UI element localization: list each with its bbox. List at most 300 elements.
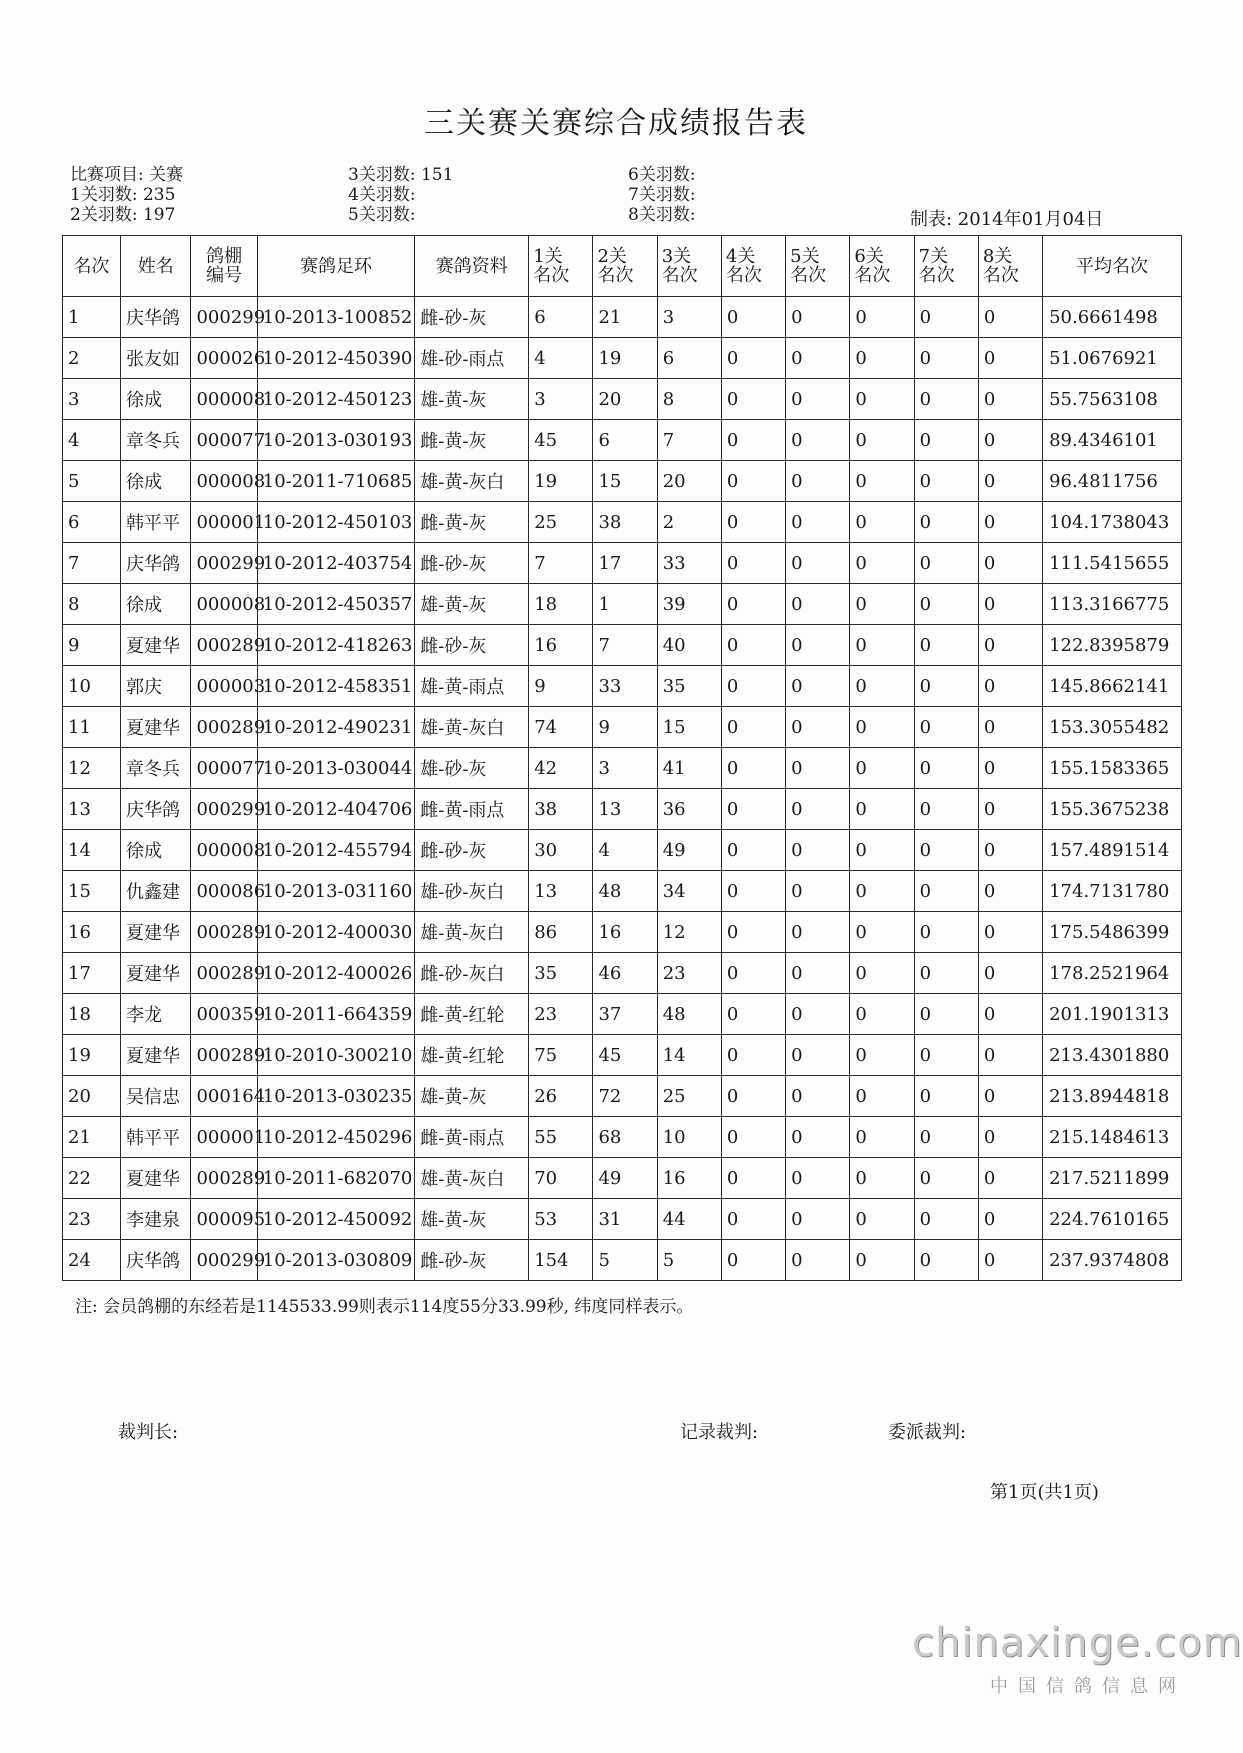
table-row (63, 666, 1182, 707)
cell-round7: 0 (914, 994, 978, 1035)
cell-average: 96.4811756 (1043, 461, 1182, 502)
cell-name: 夏建华 (121, 912, 191, 953)
cell-round4: 0 (721, 502, 785, 543)
table-row (63, 1076, 1182, 1117)
header-average: 平均名次 (1043, 236, 1182, 297)
cell-loft: 000077 (191, 420, 257, 461)
cell-round7: 0 (914, 748, 978, 789)
round7-count: 7关羽数: (628, 185, 696, 205)
cell-loft: 000001 (191, 502, 257, 543)
cell-round5: 0 (786, 461, 850, 502)
cell-round6: 0 (850, 502, 914, 543)
table-row (63, 1035, 1182, 1076)
cell-name: 庆华鸽 (121, 789, 191, 830)
cell-info: 雄-黄-灰 (415, 1199, 529, 1240)
cell-round3: 48 (657, 994, 721, 1035)
cell-ring: 10-2012-490231 (257, 707, 414, 748)
cell-round2: 37 (593, 994, 657, 1035)
cell-round3: 39 (657, 584, 721, 625)
cell-round7: 0 (914, 1076, 978, 1117)
cell-round4: 0 (721, 666, 785, 707)
cell-round4: 0 (721, 1158, 785, 1199)
cell-loft: 000008 (191, 584, 257, 625)
cell-round3: 41 (657, 748, 721, 789)
header-ring: 赛鸽足环 (257, 236, 414, 297)
cell-round8: 0 (978, 502, 1042, 543)
cell-round4: 0 (721, 420, 785, 461)
cell-round3: 44 (657, 1199, 721, 1240)
cell-rank: 12 (63, 748, 121, 789)
cell-round6: 0 (850, 871, 914, 912)
cell-round6: 0 (850, 1035, 914, 1076)
table-row (63, 994, 1182, 1035)
cell-info: 雌-砂-灰 (415, 1240, 529, 1281)
cell-average: 213.8944818 (1043, 1076, 1182, 1117)
cell-round6: 0 (850, 625, 914, 666)
cell-average: 55.7563108 (1043, 379, 1182, 420)
cell-rank: 9 (63, 625, 121, 666)
cell-average: 111.5415655 (1043, 543, 1182, 584)
cell-round5: 0 (786, 1240, 850, 1281)
cell-round3: 33 (657, 543, 721, 584)
cell-round7: 0 (914, 379, 978, 420)
cell-round1: 13 (529, 871, 593, 912)
cell-loft: 000086 (191, 871, 257, 912)
cell-round2: 21 (593, 297, 657, 338)
table-header-row (63, 236, 1182, 297)
cell-rank: 15 (63, 871, 121, 912)
cell-round6: 0 (850, 748, 914, 789)
cell-rank: 11 (63, 707, 121, 748)
cell-round5: 0 (786, 748, 850, 789)
cell-round5: 0 (786, 953, 850, 994)
cell-round2: 31 (593, 1199, 657, 1240)
cell-name: 庆华鸽 (121, 543, 191, 584)
cell-rank: 14 (63, 830, 121, 871)
cell-ring: 10-2012-458351 (257, 666, 414, 707)
header-loft: 鸽棚 编号 (191, 236, 257, 297)
cell-round1: 154 (529, 1240, 593, 1281)
cell-round7: 0 (914, 1158, 978, 1199)
header-round7: 7关 名次 (914, 236, 978, 297)
table-row (63, 707, 1182, 748)
cell-info: 雄-黄-灰白 (415, 707, 529, 748)
cell-round3: 10 (657, 1117, 721, 1158)
cell-round3: 3 (657, 297, 721, 338)
round2-count: 2关羽数: 197 (70, 205, 176, 225)
cell-info: 雌-黄-红轮 (415, 994, 529, 1035)
table-row (63, 420, 1182, 461)
cell-round6: 0 (850, 953, 914, 994)
cell-round4: 0 (721, 871, 785, 912)
cell-loft: 000026 (191, 338, 257, 379)
header-round1: 1关 名次 (529, 236, 593, 297)
cell-round7: 0 (914, 1199, 978, 1240)
cell-round1: 42 (529, 748, 593, 789)
cell-rank: 3 (63, 379, 121, 420)
cell-average: 213.4301880 (1043, 1035, 1182, 1076)
cell-round5: 0 (786, 297, 850, 338)
cell-rank: 13 (63, 789, 121, 830)
cell-round5: 0 (786, 1076, 850, 1117)
cell-round4: 0 (721, 1240, 785, 1281)
cell-round5: 0 (786, 1117, 850, 1158)
cell-info: 雄-黄-灰 (415, 1076, 529, 1117)
cell-round6: 0 (850, 912, 914, 953)
cell-name: 夏建华 (121, 1035, 191, 1076)
cell-loft: 000164 (191, 1076, 257, 1117)
cell-round7: 0 (914, 871, 978, 912)
cell-ring: 10-2012-404706 (257, 789, 414, 830)
table-row (63, 379, 1182, 420)
table-row (63, 1158, 1182, 1199)
cell-round8: 0 (978, 707, 1042, 748)
cell-info: 雌-砂-灰白 (415, 953, 529, 994)
cell-round4: 0 (721, 379, 785, 420)
cell-name: 夏建华 (121, 953, 191, 994)
round6-count: 6关羽数: (628, 165, 696, 185)
cell-round5: 0 (786, 379, 850, 420)
cell-round1: 45 (529, 420, 593, 461)
cell-round8: 0 (978, 830, 1042, 871)
cell-round1: 7 (529, 543, 593, 584)
cell-average: 217.5211899 (1043, 1158, 1182, 1199)
cell-round3: 12 (657, 912, 721, 953)
cell-round4: 0 (721, 297, 785, 338)
cell-round2: 7 (593, 625, 657, 666)
cell-round2: 49 (593, 1158, 657, 1199)
table-row (63, 1117, 1182, 1158)
cell-average: 153.3055482 (1043, 707, 1182, 748)
cell-average: 155.3675238 (1043, 789, 1182, 830)
cell-round2: 72 (593, 1076, 657, 1117)
cell-average: 145.8662141 (1043, 666, 1182, 707)
header-name: 姓名 (121, 236, 191, 297)
cell-round5: 0 (786, 1035, 850, 1076)
round5-count: 5关羽数: (348, 205, 416, 225)
cell-ring: 10-2012-450123 (257, 379, 414, 420)
cell-round7: 0 (914, 789, 978, 830)
cell-loft: 000289 (191, 1158, 257, 1199)
cell-round1: 75 (529, 1035, 593, 1076)
cell-ring: 10-2012-403754 (257, 543, 414, 584)
cell-round3: 7 (657, 420, 721, 461)
table-row (63, 338, 1182, 379)
cell-round2: 48 (593, 871, 657, 912)
table-row (63, 748, 1182, 789)
cell-round6: 0 (850, 666, 914, 707)
watermark-logo: chinaxinge.com (912, 1620, 1243, 1666)
cell-round7: 0 (914, 625, 978, 666)
cell-round8: 0 (978, 1199, 1042, 1240)
cell-round6: 0 (850, 1240, 914, 1281)
cell-info: 雄-黄-灰 (415, 379, 529, 420)
cell-ring: 10-2012-400030 (257, 912, 414, 953)
page-number: 第1页(共1页) (990, 1482, 1099, 1503)
cell-rank: 5 (63, 461, 121, 502)
cell-round1: 6 (529, 297, 593, 338)
cell-round3: 8 (657, 379, 721, 420)
cell-ring: 10-2012-450296 (257, 1117, 414, 1158)
cell-round8: 0 (978, 953, 1042, 994)
cell-average: 215.1484613 (1043, 1117, 1182, 1158)
cell-info: 雄-黄-灰 (415, 584, 529, 625)
cell-ring: 10-2011-710685 (257, 461, 414, 502)
cell-info: 雌-黄-灰 (415, 420, 529, 461)
cell-rank: 7 (63, 543, 121, 584)
cell-round1: 35 (529, 953, 593, 994)
cell-round3: 23 (657, 953, 721, 994)
cell-rank: 2 (63, 338, 121, 379)
cell-round4: 0 (721, 543, 785, 584)
cell-round2: 9 (593, 707, 657, 748)
cell-average: 50.6661498 (1043, 297, 1182, 338)
round8-count: 8关羽数: (628, 205, 696, 225)
cell-round3: 40 (657, 625, 721, 666)
cell-ring: 10-2012-450357 (257, 584, 414, 625)
cell-round3: 14 (657, 1035, 721, 1076)
cell-round7: 0 (914, 1117, 978, 1158)
cell-average: 89.4346101 (1043, 420, 1182, 461)
cell-info: 雌-砂-灰 (415, 297, 529, 338)
cell-info: 雄-砂-灰白 (415, 871, 529, 912)
cell-name: 吴信忠 (121, 1076, 191, 1117)
cell-name: 李龙 (121, 994, 191, 1035)
cell-round1: 4 (529, 338, 593, 379)
cell-round5: 0 (786, 666, 850, 707)
cell-rank: 16 (63, 912, 121, 953)
cell-loft: 000008 (191, 461, 257, 502)
round1-count: 1关羽数: 235 (70, 185, 176, 205)
cell-round4: 0 (721, 748, 785, 789)
cell-name: 张友如 (121, 338, 191, 379)
table-row (63, 502, 1182, 543)
cell-round3: 35 (657, 666, 721, 707)
cell-name: 韩平平 (121, 1117, 191, 1158)
cell-round5: 0 (786, 912, 850, 953)
cell-round4: 0 (721, 1117, 785, 1158)
cell-ring: 10-2011-664359 (257, 994, 414, 1035)
cell-ring: 10-2012-450103 (257, 502, 414, 543)
table-row (63, 1199, 1182, 1240)
cell-round2: 46 (593, 953, 657, 994)
chief-judge-signature: 裁判长: (118, 1422, 179, 1443)
cell-round7: 0 (914, 830, 978, 871)
cell-rank: 22 (63, 1158, 121, 1199)
cell-loft: 000003 (191, 666, 257, 707)
cell-round2: 6 (593, 420, 657, 461)
round4-count: 4关羽数: (348, 185, 416, 205)
cell-loft: 000299 (191, 543, 257, 584)
cell-name: 韩平平 (121, 502, 191, 543)
cell-info: 雄-黄-灰白 (415, 1158, 529, 1199)
cell-round3: 49 (657, 830, 721, 871)
cell-loft: 000289 (191, 1035, 257, 1076)
cell-loft: 000299 (191, 1240, 257, 1281)
cell-info: 雌-黄-灰 (415, 502, 529, 543)
cell-round3: 36 (657, 789, 721, 830)
made-date: 制表: 2014年01月04日 (910, 209, 1104, 230)
cell-rank: 8 (63, 584, 121, 625)
cell-round8: 0 (978, 1158, 1042, 1199)
cell-round8: 0 (978, 297, 1042, 338)
cell-loft: 000289 (191, 953, 257, 994)
cell-round7: 0 (914, 666, 978, 707)
cell-round2: 1 (593, 584, 657, 625)
cell-rank: 19 (63, 1035, 121, 1076)
cell-info: 雄-黄-红轮 (415, 1035, 529, 1076)
cell-round5: 0 (786, 584, 850, 625)
appointed-judge-signature: 委派裁判: (888, 1422, 967, 1443)
cell-name: 郭庆 (121, 666, 191, 707)
cell-round8: 0 (978, 748, 1042, 789)
cell-round7: 0 (914, 1035, 978, 1076)
cell-round1: 9 (529, 666, 593, 707)
cell-loft: 000008 (191, 379, 257, 420)
cell-round7: 0 (914, 584, 978, 625)
cell-round8: 0 (978, 543, 1042, 584)
cell-round1: 53 (529, 1199, 593, 1240)
cell-round5: 0 (786, 338, 850, 379)
cell-round3: 5 (657, 1240, 721, 1281)
cell-round3: 34 (657, 871, 721, 912)
cell-round5: 0 (786, 420, 850, 461)
cell-round6: 0 (850, 297, 914, 338)
table-row (63, 953, 1182, 994)
cell-round8: 0 (978, 461, 1042, 502)
cell-round1: 86 (529, 912, 593, 953)
cell-round2: 38 (593, 502, 657, 543)
cell-round1: 30 (529, 830, 593, 871)
cell-round7: 0 (914, 297, 978, 338)
cell-round8: 0 (978, 871, 1042, 912)
cell-rank: 20 (63, 1076, 121, 1117)
cell-round5: 0 (786, 1199, 850, 1240)
meta-column-2 (348, 165, 453, 225)
cell-average: 113.3166775 (1043, 584, 1182, 625)
cell-round4: 0 (721, 625, 785, 666)
cell-round6: 0 (850, 379, 914, 420)
cell-ring: 10-2012-418263 (257, 625, 414, 666)
cell-average: 104.1738043 (1043, 502, 1182, 543)
cell-round2: 16 (593, 912, 657, 953)
cell-round6: 0 (850, 1199, 914, 1240)
cell-ring: 10-2013-100852 (257, 297, 414, 338)
cell-info: 雌-砂-灰 (415, 543, 529, 584)
event-label: 比赛项目: 关赛 (70, 165, 184, 185)
cell-round2: 20 (593, 379, 657, 420)
cell-round6: 0 (850, 830, 914, 871)
cell-round6: 0 (850, 461, 914, 502)
cell-average: 51.0676921 (1043, 338, 1182, 379)
cell-round5: 0 (786, 707, 850, 748)
cell-round7: 0 (914, 338, 978, 379)
cell-round5: 0 (786, 789, 850, 830)
cell-round3: 6 (657, 338, 721, 379)
cell-rank: 23 (63, 1199, 121, 1240)
header-round2: 2关 名次 (593, 236, 657, 297)
cell-round4: 0 (721, 953, 785, 994)
cell-round1: 3 (529, 379, 593, 420)
cell-average: 201.1901313 (1043, 994, 1182, 1035)
cell-name: 夏建华 (121, 707, 191, 748)
cell-round5: 0 (786, 502, 850, 543)
cell-round3: 2 (657, 502, 721, 543)
header-rank: 名次 (63, 236, 121, 297)
cell-loft: 000289 (191, 625, 257, 666)
cell-round8: 0 (978, 625, 1042, 666)
cell-round7: 0 (914, 543, 978, 584)
cell-round8: 0 (978, 789, 1042, 830)
cell-round1: 25 (529, 502, 593, 543)
cell-round7: 0 (914, 420, 978, 461)
cell-round2: 19 (593, 338, 657, 379)
cell-ring: 10-2012-450390 (257, 338, 414, 379)
footnote: 注: 会员鸽棚的东经若是1145533.99则表示114度55分33.99秒, 纬度同样表示。 (75, 1297, 694, 1317)
cell-round1: 38 (529, 789, 593, 830)
cell-round2: 33 (593, 666, 657, 707)
cell-round6: 0 (850, 1076, 914, 1117)
cell-round2: 68 (593, 1117, 657, 1158)
header-round3: 3关 名次 (657, 236, 721, 297)
round3-count: 3关羽数: 151 (348, 165, 454, 185)
cell-round8: 0 (978, 1035, 1042, 1076)
cell-average: 155.1583365 (1043, 748, 1182, 789)
cell-round6: 0 (850, 543, 914, 584)
cell-round8: 0 (978, 420, 1042, 461)
cell-round6: 0 (850, 584, 914, 625)
cell-round5: 0 (786, 994, 850, 1035)
cell-name: 徐成 (121, 830, 191, 871)
cell-info: 雄-黄-灰白 (415, 912, 529, 953)
cell-info: 雄-砂-灰 (415, 748, 529, 789)
watermark-subtitle: 中国信鸽信息网 (990, 1676, 1186, 1697)
cell-round6: 0 (850, 994, 914, 1035)
cell-info: 雌-砂-灰 (415, 625, 529, 666)
cell-round1: 26 (529, 1076, 593, 1117)
cell-round4: 0 (721, 338, 785, 379)
cell-round8: 0 (978, 379, 1042, 420)
cell-round2: 17 (593, 543, 657, 584)
cell-ring: 10-2013-030193 (257, 420, 414, 461)
cell-info: 雌-黄-雨点 (415, 789, 529, 830)
table-row (63, 830, 1182, 871)
table-row (63, 297, 1182, 338)
header-info: 赛鸽资料 (415, 236, 529, 297)
cell-average: 122.8395879 (1043, 625, 1182, 666)
cell-info: 雄-黄-雨点 (415, 666, 529, 707)
cell-loft: 000008 (191, 830, 257, 871)
table-row (63, 1240, 1182, 1281)
cell-round2: 45 (593, 1035, 657, 1076)
cell-round6: 0 (850, 789, 914, 830)
cell-rank: 10 (63, 666, 121, 707)
header-round8: 8关 名次 (978, 236, 1042, 297)
cell-round7: 0 (914, 502, 978, 543)
cell-round3: 25 (657, 1076, 721, 1117)
cell-round4: 0 (721, 461, 785, 502)
cell-round2: 13 (593, 789, 657, 830)
cell-info: 雌-砂-灰 (415, 830, 529, 871)
cell-round1: 16 (529, 625, 593, 666)
cell-name: 庆华鸽 (121, 1240, 191, 1281)
cell-round8: 0 (978, 584, 1042, 625)
cell-round8: 0 (978, 994, 1042, 1035)
cell-name: 徐成 (121, 584, 191, 625)
cell-average: 174.7131780 (1043, 871, 1182, 912)
cell-round8: 0 (978, 338, 1042, 379)
meta-column-1 (70, 165, 183, 225)
